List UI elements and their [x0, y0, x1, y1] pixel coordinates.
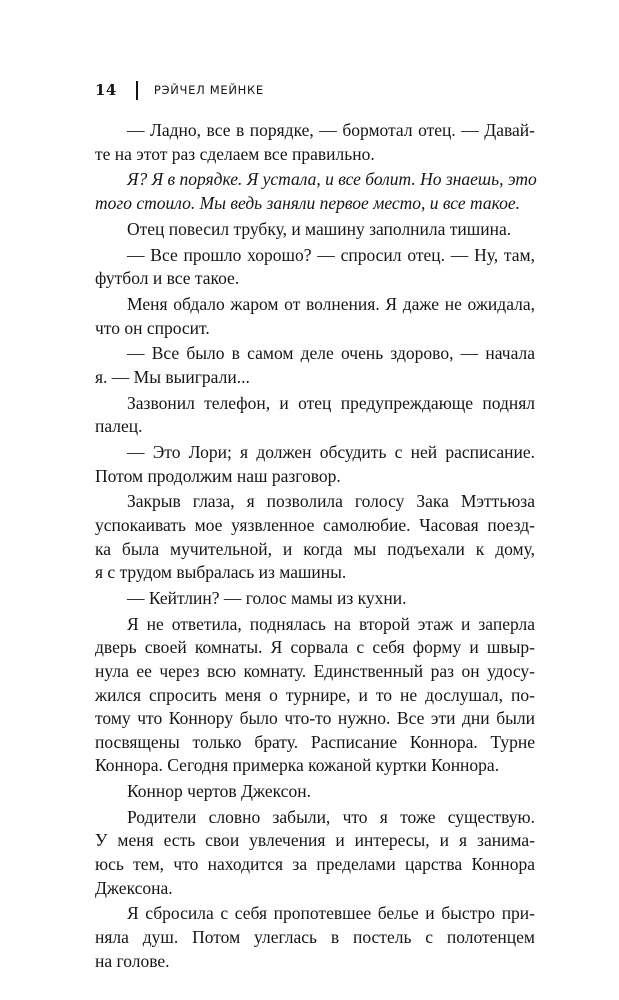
header-divider: [136, 81, 138, 100]
text-line: посвящены только брату. Расписание Коннора. Турне: [95, 731, 535, 752]
text-line: юсь тем, что находится за пределами царства Коннора: [95, 854, 535, 875]
text-line: Отец повесил трубку, и машину заполнила тишина.: [127, 218, 512, 239]
text-line: нула ее через всю комнату. Единственный раз он удосу-: [95, 660, 535, 681]
text-line: я с трудом выбралась из машины.: [95, 562, 347, 583]
paragraph: [95, 490, 535, 584]
text-line: Закрыв глаза, я позволила голосу Зака Мэттьюза: [127, 491, 535, 512]
text-line: ка была мучительной, и когда мы подъехали к дому,: [95, 538, 535, 559]
text-line: Я? Я в порядке. Я устала, и все болит. Но знаешь, это: [127, 169, 537, 190]
paragraph: [95, 902, 535, 973]
paragraph: [95, 392, 535, 439]
paragraph: [95, 441, 535, 488]
text-line: что он спросит.: [95, 317, 210, 338]
text-line: я. — Мы выиграли...: [95, 366, 250, 387]
text-line: — Кейтлин? — голос мамы из кухни.: [127, 587, 407, 608]
paragraph: [95, 244, 535, 291]
text-line: те на этот раз сделаем все правильно.: [95, 143, 375, 164]
text-line: няла душ. Потом улеглась в постель с полотенцем: [95, 927, 535, 948]
text-line: того стоило. Мы ведь заняли первое место, и все такое.: [95, 192, 520, 213]
paragraph: [95, 342, 535, 389]
page-header: [95, 80, 264, 100]
paragraph: [95, 218, 535, 242]
text-line: Я не ответила, поднялась на второй этаж и заперла: [127, 613, 535, 634]
text-line: дверь своей комнаты. Я сорвала с себя форму и швыр-: [95, 637, 535, 658]
text-line: жился спросить меня о турнире, и то не дослушал, по-: [95, 684, 535, 705]
paragraph: [95, 806, 535, 900]
paragraph: [95, 293, 535, 340]
text-line: Я сбросила с себя пропотевшее белье и быстро при-: [127, 903, 535, 924]
paragraph: [95, 587, 535, 611]
text-line: Коннор чертов Джексон.: [127, 781, 311, 802]
text-line: футбол и все такое.: [95, 268, 240, 289]
text-line: Родители словно забыли, что я тоже существую.: [127, 806, 535, 827]
text-line: Меня обдало жаром от волнения. Я даже не ожидала,: [127, 293, 535, 314]
text-line: У меня есть свои увлечения и интересы, и я занима-: [95, 830, 535, 851]
text-line: на голове.: [95, 950, 170, 971]
text-line: Зазвонил телефон, и отец предупреждающе поднял: [127, 392, 535, 413]
text-line: — Все было в самом деле очень здорово, — начала: [127, 343, 535, 364]
paragraph: [95, 613, 535, 778]
text-line: — Все прошло хорошо? — спросил отец. — Ну, там,: [127, 244, 535, 265]
text-line: успокаивать мое уязвленное самолюбие. Часовая поезд-: [95, 515, 535, 535]
text-line: Потом продолжим наш разговор.: [95, 465, 341, 486]
paragraph: [95, 168, 535, 215]
body-text: [95, 119, 535, 973]
running-head-author: РЭЙЧЕЛ МЕЙНКЕ: [153, 83, 264, 97]
page-number: 14: [95, 81, 117, 99]
text-line: — Это Лори; я должен обсудить с ней расписание.: [127, 442, 535, 463]
paragraph: [95, 780, 535, 804]
text-line: палец.: [95, 416, 143, 437]
text-line: Коннора. Сегодня примерка кожаной куртки Коннора.: [95, 755, 500, 776]
paragraph: [95, 119, 535, 166]
text-line: Джексона.: [95, 877, 173, 898]
text-line: тому что Коннору было что-то нужно. Все эти дни были: [95, 708, 535, 729]
text-line: — Ладно, все в порядке, — бормотал отец. — Давай-: [127, 120, 535, 140]
